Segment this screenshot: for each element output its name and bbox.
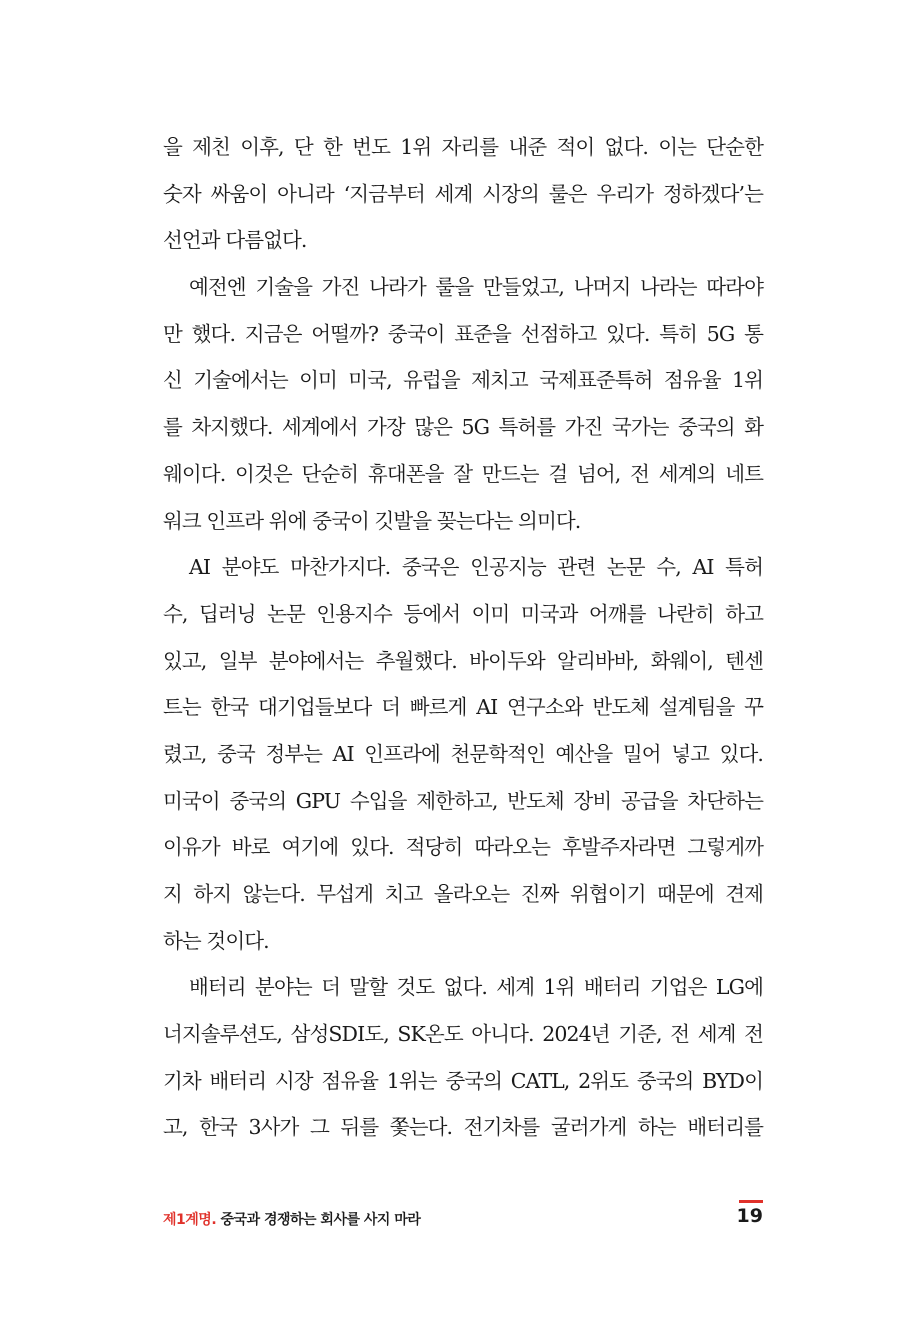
page-number: 19 <box>736 1205 763 1227</box>
text-line: 워크 인프라 위에 중국이 깃발을 꽂는다는 의미다. <box>163 508 581 533</box>
text-line: 수, 딥러닝 논문 인용지수 등에서 이미 미국과 어깨를 나란히 하고 <box>163 601 763 626</box>
chapter-label: 제1계명. <box>163 1212 217 1228</box>
page-body-text <box>163 124 763 1151</box>
text-line: 을 제친 이후, 단 한 번도 1위 자리를 내준 적이 없다. 이는 단순한 <box>163 135 763 159</box>
text-line: 만 했다. 지금은 어떨까? 중국이 표준을 선점하고 있다. 특히 5G 통 <box>163 321 763 346</box>
text-line: 숫자 싸움이 아니라 ‘지금부터 세계 시장의 룰은 우리가 정하겠다’는 <box>163 181 763 206</box>
text-line: 를 차지했다. 세계에서 가장 많은 5G 특허를 가진 국가는 중국의 화 <box>163 415 763 440</box>
text-line: 트는 한국 대기업들보다 더 빠르게 AI 연구소와 반도체 설계팀을 꾸 <box>163 695 763 720</box>
text-line: 지 하지 않는다. 무섭게 치고 올라오는 진짜 위협이기 때문에 견제 <box>163 882 763 906</box>
text-line: 선언과 다름없다. <box>163 228 307 253</box>
text-line: 하는 것이다. <box>163 928 269 953</box>
paragraph-first-line: 예전엔 기술을 가진 나라가 룰을 만들었고, 나머지 나라는 따라야 <box>189 275 763 300</box>
text-line: 너지솔루션도, 삼성SDI도, SK온도 아니다. 2024년 기준, 전 세계 전 <box>163 1022 763 1047</box>
chapter-title: 중국과 경쟁하는 회사를 사지 마라 <box>216 1212 421 1228</box>
paragraph-first-line: AI 분야도 마찬가지다. 중국은 인공지능 관련 논문 수, AI 특허 <box>189 555 763 580</box>
text-line: 있고, 일부 분야에서는 추월했다. 바이두와 알리바바, 화웨이, 텐센 <box>163 648 763 673</box>
text-line: 미국이 중국의 GPU 수입을 제한하고, 반도체 장비 공급을 차단하는 <box>163 788 763 813</box>
paragraph-first-line: 배터리 분야는 더 말할 것도 없다. 세계 1위 배터리 기업은 LG에 <box>189 975 763 1000</box>
text-line: 고, 한국 3사가 그 뒤를 쫓는다. 전기차를 굴러가게 하는 배터리를 <box>163 1115 763 1140</box>
text-line: 이유가 바로 여기에 있다. 적당히 따라오는 후발주자라면 그렇게까 <box>163 835 763 860</box>
text-line: 웨이다. 이것은 단순히 휴대폰을 잘 만드는 걸 넘어, 전 세계의 네트 <box>163 461 763 486</box>
text-line: 기차 배터리 시장 점유율 1위는 중국의 CATL, 2위도 중국의 BYD이 <box>163 1068 763 1093</box>
footer-chapter-title <box>163 1209 420 1229</box>
text-line: 렸고, 중국 정부는 AI 인프라에 천문학적인 예산을 밀어 넣고 있다. <box>163 741 763 766</box>
text-line: 신 기술에서는 이미 미국, 유럽을 제치고 국제표준특허 점유율 1위 <box>163 368 763 393</box>
page-number-rule <box>739 1200 763 1203</box>
